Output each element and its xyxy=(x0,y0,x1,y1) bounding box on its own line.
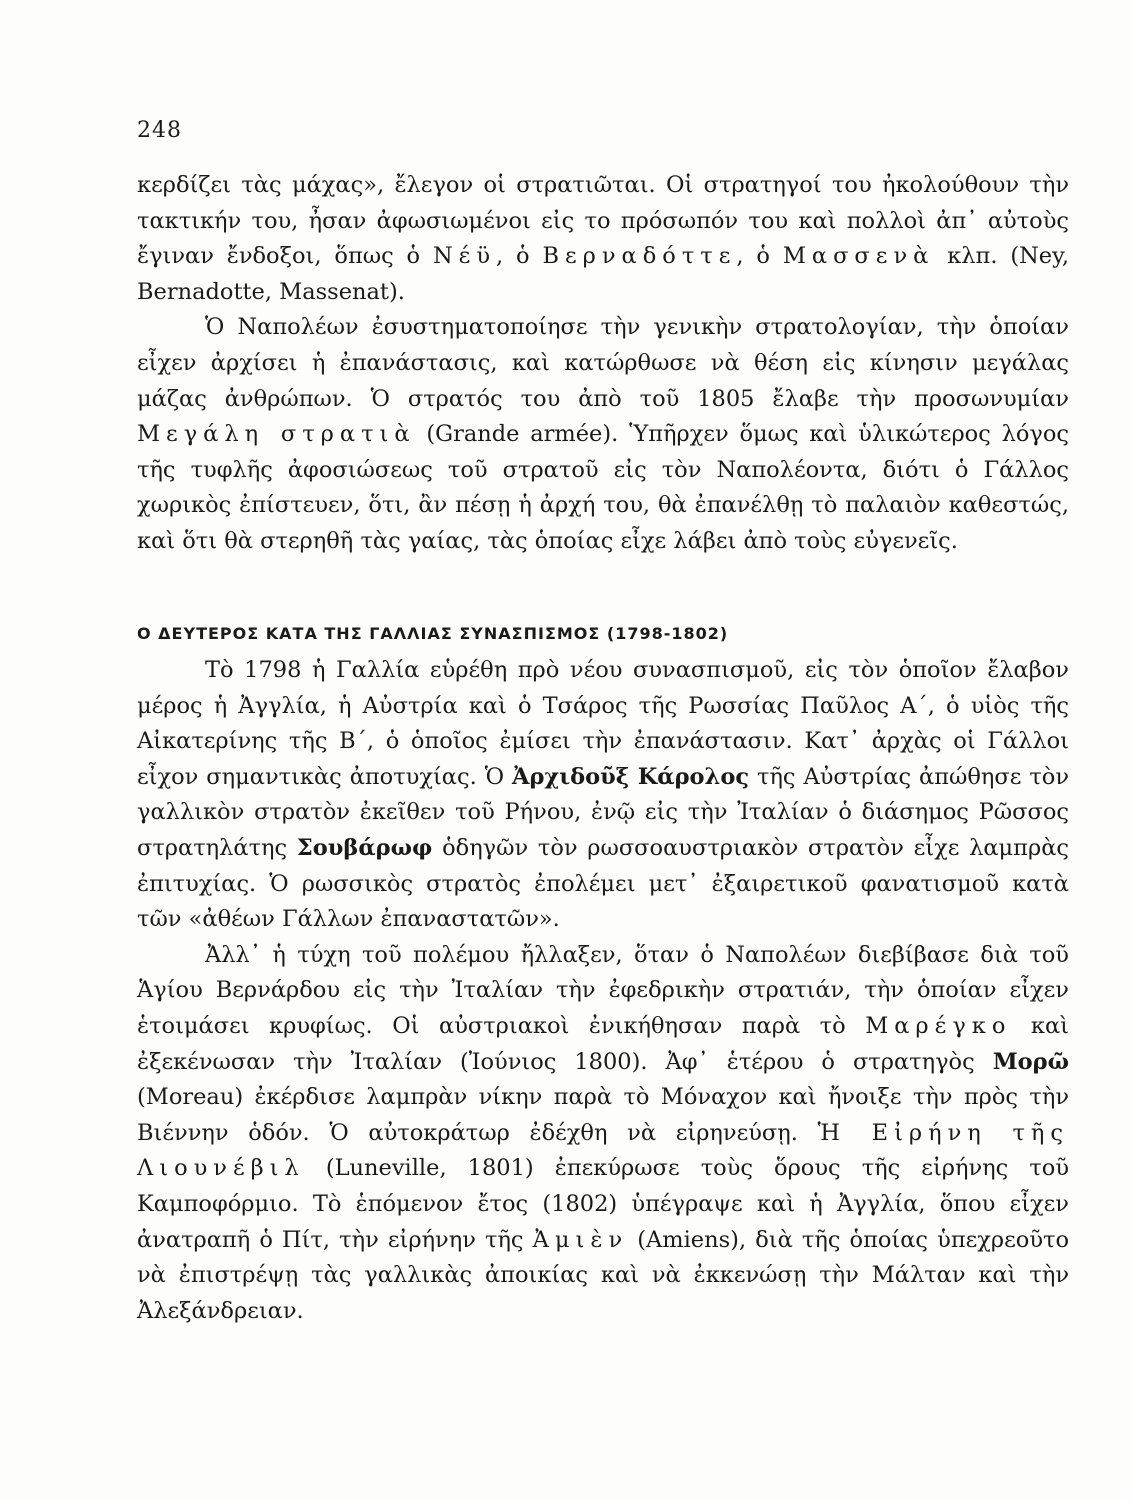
paragraph-text: κερδίζει τὰς μάχας», ἔλεγον οἱ στρατιῶται. Οἱ στρατηγοί του ἠκολούθουν τὴν τακτικήν του, ἦσαν ἀφωσιωμένοι εἰς το πρόσωπόν του καὶ πολλοὶ ἀπ᾽ αὐτοὺς ἔγιναν ἔνδοξοι, ὅπως ὁ xyxy=(137,172,1069,270)
paragraph-text: καὶ ἐξεκένωσαν τὴν Ἰταλίαν (Ἰούνιος 1800). Ἀφ᾽ ἑτέρου ὁ στρατηγὸς xyxy=(137,1012,1069,1075)
treaty-amiens: Ἀμιὲν xyxy=(532,1226,629,1253)
name-bernadotte: Βερναδόττε xyxy=(542,243,737,270)
paragraph-text: Ἀλλ᾽ ἡ τύχη τοῦ πολέμου ἤλλαξεν, ὅταν ὁ Ναπολέων διεβίβασε διὰ τοῦ Ἁγίου Βερνάρδου εἰς τὴν Ἰταλίαν τὴν ἐφεδρικὴν στρατιάν, τὴν ὁποίαν εἶχεν ἑτοιμάσει κρυφίως. Οἱ αὐστριακοὶ ἐνικήθησαν παρὰ τὸ xyxy=(137,941,1069,1039)
name-ney: Νέϋ xyxy=(432,243,496,270)
page-number: 248 xyxy=(137,118,182,143)
name-massena: Μασσενὰ xyxy=(782,243,935,270)
name-moreau: Μορῶ xyxy=(992,1048,1070,1075)
paragraph-text: ὁδηγῶν τὸν ρωσσοαυστριακὸν στρατὸν εἶχε λαμπρὰς ἐπιτυχίας. Ὁ ρωσσικὸς στρατὸς ἐπολέμει μετ᾽ ἐξαιρετικοῦ φανατισμοῦ κατὰ τῶν «ἀθέων Γάλλων ἐπαναστατῶν». xyxy=(137,834,1069,933)
paragraph-text: , ὁ xyxy=(736,243,770,270)
paragraph-generals xyxy=(137,168,1069,310)
treaty-luneville: Ἡ Εἰρήνη τῆς Λιουνέβιλ xyxy=(137,1119,1069,1182)
paragraph-text: (Luneville, 1801) ἐπεκύρωσε τοὺς ὅρους τῆς εἰρήνης τοῦ Καμποφόρμιο. Τὸ ἑπόμενον ἔτος (1802) ὑπέγραψε καὶ ἡ Ἀγγλία, ὅπου εἶχεν ἀνατραπῆ ὁ Πίτ, τὴν εἰρήνην τῆς xyxy=(137,1155,1069,1253)
paragraph-conscription xyxy=(137,310,1069,559)
paragraph-text: τῆς Αὐστρίας ἀπώθησε τὸν γαλλικὸν στρατὸν ἐκεῖθεν τοῦ Ρήνου, ἐνῷ εἰς τὴν Ἰταλίαν ὁ διάσημος Ρῶσσος στρατηλάτης xyxy=(137,763,1070,861)
second-coalition-section xyxy=(137,653,1069,1329)
name-archduke-charles: Ἀρχιδοῦξ Κάρολος xyxy=(512,763,750,790)
paragraph-text: Τὸ 1798 ἡ Γαλλία εὑρέθη πρὸ νέου συνασπισμοῦ, εἰς τὸν ὁποῖον ἔλαβον μέρος ἡ Ἀγγλία, ἡ Αὐστρία καὶ ὁ Τσάρος τῆς Ρωσσίας Παῦλος Α΄, ὁ υἱὸς τῆς Αἰκατερίνης τῆς Β΄, ὁ ὁποῖος ἐμίσει τὴν ἐπανάστασιν. Κατ᾽ ἀρχὰς οἱ Γάλλοι εἶχον σημαντικὰς ἀποτυχίας. Ὁ xyxy=(137,657,1069,790)
paragraph-text: Ὁ Ναπολέων ἐσυστηματοποίησε τὴν γενικὴν στρατολογίαν, τὴν ὁποίαν εἶχεν ἀρχίσει ἡ ἐπανάστασις, καὶ κατώρθωσε νὰ θέση εἰς κίνησιν μεγάλας μάζας ἀνθρώπων. Ὁ στρατός του ἀπὸ τοῦ 1805 ἔλαβε τὴν προσωνυμίαν xyxy=(137,314,1069,412)
place-marengo: Μαρέγκο xyxy=(865,1012,1012,1039)
paragraph-coalition xyxy=(137,653,1069,938)
napoleon-army-section xyxy=(137,168,1069,560)
paragraph-text: (Grande armée). Ὑπῆρχεν ὅμως καὶ ὑλικώτερος λόγος τῆς τυφλῆς ἀφοσιώσεως τοῦ στρατοῦ εἰς τὸν Ναπολέοντα, διότι ὁ Γάλλος χωρικὸς ἐπίστευεν, ὅτι, ἂν πέσῃ ἡ ἀρχή του, θὰ ἐπανέλθῃ τὸ παλαιὸν καθεστώς, καὶ ὅτι θὰ στερηθῆ τὰς γαίας, τὰς ὁποίας εἶχε λάβει ἀπὸ τοὺς εὐγενεῖς. xyxy=(137,421,1070,554)
section-heading: Ο ΔΕΥΤΕΡΟΣ ΚΑΤΑ ΤΗΣ ΓΑΛΛΙΑΣ ΣΥΝΑΣΠΙΣΜΟΣ (1798-1802) xyxy=(137,624,729,643)
paragraph-text: , ὁ xyxy=(496,243,530,270)
paragraph-text: (Amiens), διὰ τῆς ὁποίας ὑπεχρεοῦτο νὰ ἐπιστρέψῃ τὰς γαλλικὰς ἀποικίας καὶ νὰ ἐκκενώσῃ τὴν Μάλταν καὶ τὴν Ἀλεξάνδρειαν. xyxy=(137,1226,1070,1324)
paragraph-text: (Moreau) ἐκέρδισε λαμπρὰν νίκην παρὰ τὸ Μόναχον καὶ ἤνοιξε τὴν πρὸς τὴν Βιέννην ὁδόν. Ὁ αὐτοκράτωρ ἐδέχθη νὰ εἰρηνεύσῃ. xyxy=(137,1084,1069,1146)
name-suvorov: Σουβάρωφ xyxy=(296,834,433,861)
paragraph-text: κλπ. (Ney, Bernadotte, Massenat). xyxy=(137,243,1069,305)
term-grande-armee: Μεγάλη στρατιὰ xyxy=(137,421,416,448)
paragraph-peace xyxy=(137,938,1069,1330)
